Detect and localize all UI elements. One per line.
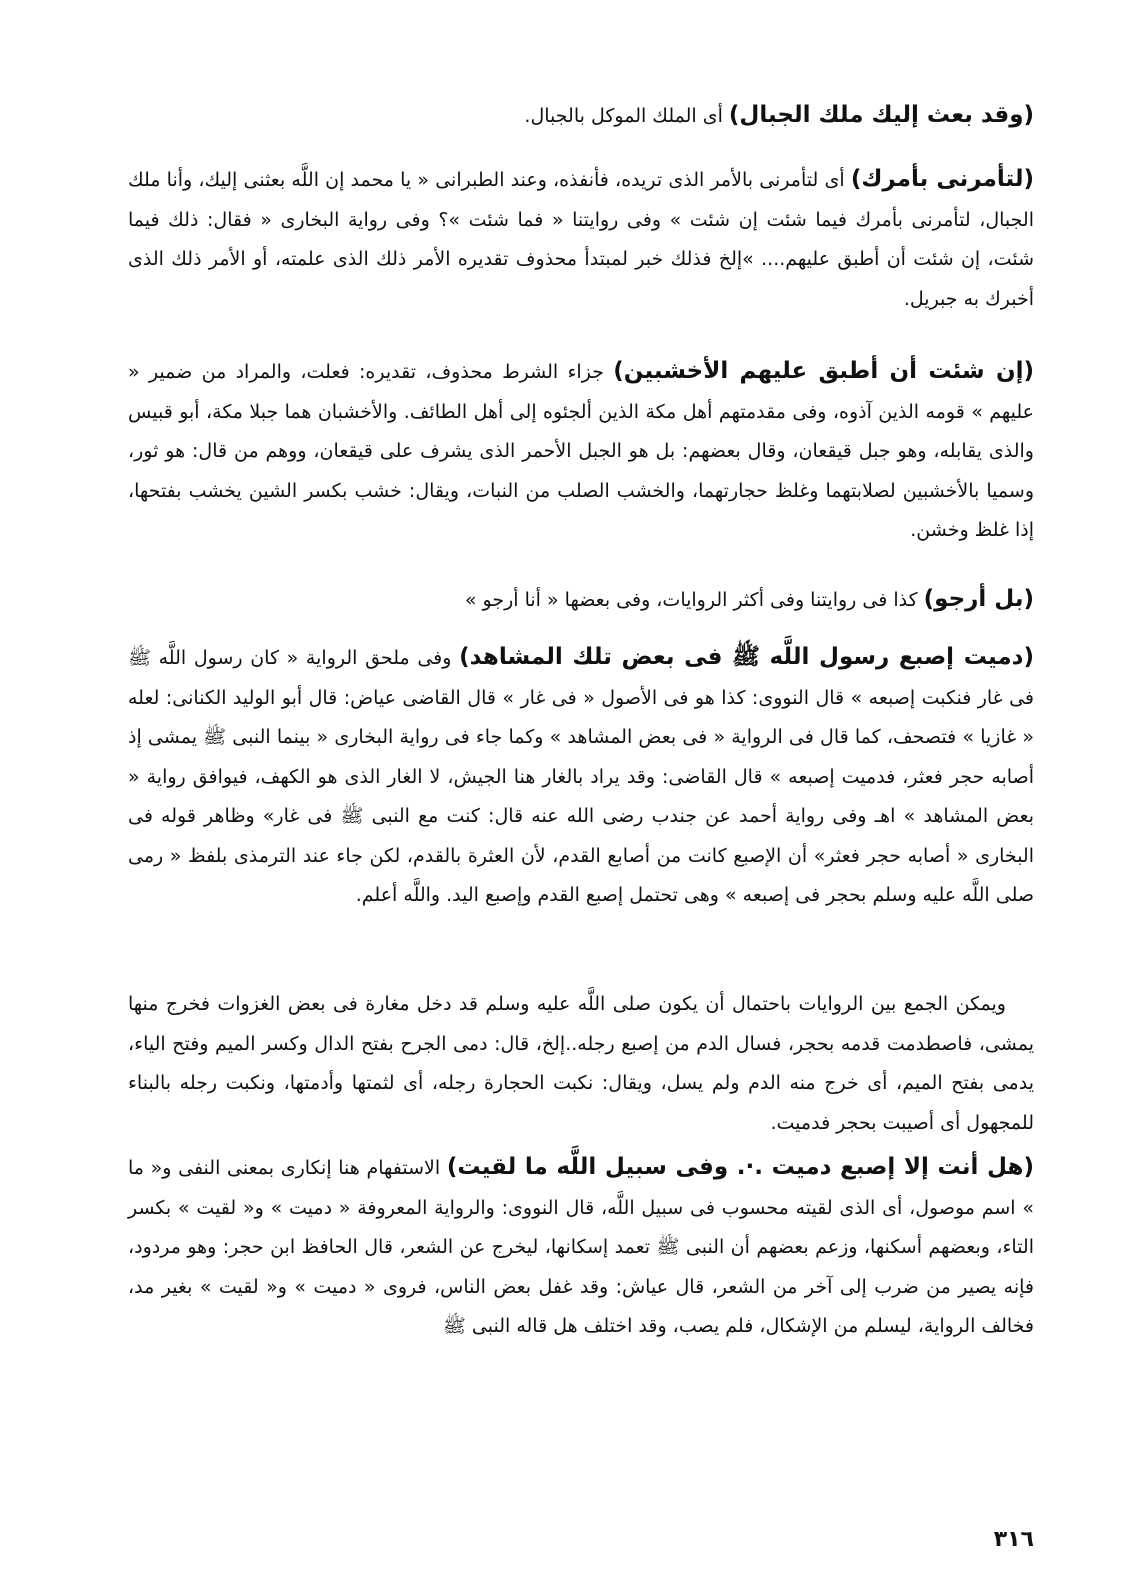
- commentary-text: كذا فى روايتنا وفى أكثر الروايات، وفى بعضها « أنا أرجو »: [464, 589, 924, 611]
- commentary-text: ويمكن الجمع بين الروايات باحتمال أن يكون صلى اللَّه عليه وسلم قد دخل مغارة فى بعض الغزوات فخرج منها يمشى، فاصطدمت قدمه بحجر، فسال الدم من إصبع رجله..إلخ، قال: دمى الجرح بفتح الدال وكسر الميم وفتح الياء، يدمى بفتح الميم، أى خرج منه الدم ولم يسل، ويقال: نكبت الحجارة رجله، أى لثمتها وأدمتها، ونكبت رجله بالبناء للمجهول أى أصيبت بحجر فدميت.: [128, 993, 1034, 1134]
- commentary-text: الاستفهام هنا إنكارى بمعنى النفى و« ما » اسم موصول، أى الذى لقيته محسوب فى سبيل اللَّه، قال النووى: والرواية المعروفة « دميت » و« لقيت » بكسر التاء، وبعضهم أسكنها، وزعم بعضهم أن النبى ﷺ تعمد إسكانها، ليخرج عن الشعر، قال الحافظ ابن حجر: وهو مردود، فإنه يصير من ضرب إلى آخر من الشعر، قال عياش: وقد غفل بعض الناس، فروى « دميت » و« لقيت » بغير مد، فخالف الرواية، ليسلم من الإشكال، فلم يصب، وقد اختلف هل قاله النبى ﷺ: [128, 1157, 1034, 1337]
- commentary-text: جزاء الشرط محذوف، تقديره: فعلت، والمراد من ضمير « عليهم » قومه الذين آذوه، وفى مقدمتهم أهل مكة الذين ألجئوه إلى أهل الطائف. والأخشبان هما جبلا مكة، أبو قبيس والذى يقابله، وهو جبل قيقعان، وقال بعضهم: بل هو الجبل الأحمر الذى يشرف على قيقعان، ووهم من قال: هو ثور، وسميا بالأخشبين لصلابتهما وغلظ حجارتهما، والخشب الصلب من النبات، ويقال: خشب بكسر الشين يخشب بفتحها، إذا غلظ وخشن.: [128, 361, 1034, 541]
- lemma-heading: (بل أرجو): [923, 586, 1034, 612]
- lemma-heading: (لتأمرنى بأمرك): [850, 166, 1034, 192]
- paragraph-1: [128, 96, 1034, 137]
- commentary-text: أى لتأمرنى بالأمر الذى تريده، فأنفذه، وعند الطبرانى « يا محمد إن اللَّه بعثنى إليك، وأنا ملك الجبال، لتأمرنى بأمرك فيما شئت إن شئت » وفى روايتنا « فما شئت »؟ وفى رواية البخارى « فقال: ذلك فيما شئت، إن شئت أن أطبق عليهم.... »إلخ فذلك خبر لمبتدأ محذوف تقديره الأمر ذلك الذى علمته، أو الأمر ذلك الذى أخبرك به جبريل.: [128, 169, 1034, 310]
- lemma-heading: (وقد بعث إليك ملك الجبال): [728, 102, 1034, 128]
- paragraph-4: [128, 580, 1034, 621]
- commentary-text: أى الملك الموكل بالجبال.: [524, 105, 729, 127]
- commentary-text: وفى ملحق الرواية « كان رسول اللَّه ﷺ فى غار فنكبت إصبعه » قال النووى: كذا هو فى الأصول « فى غار » قال القاضى عياض: قال أبو الوليد الكنانى: لعله « غازيا » فتصحف، كما قال فى الرواية « فى بعض المشاهد » وكما جاء فى رواية البخارى « بينما النبى ﷺ يمشى إذ أصابه حجر فعثر، فدميت إصبعه » قال القاضى: وقد يراد بالغار هنا الجيش، لا الغار الذى هو الكهف، فيوافق رواية « بعض المشاهد » اهـ وفى رواية أحمد عن جندب رضى الله عنه قال: كنت مع النبى ﷺ فى غار» وظاهر قوله فى البخارى « أصابه حجر فعثر» أن الإصبع كانت من أصابع القدم، لأن العثرة بالقدم، لكن جاء عند الترمذى بلفظ « رمى صلى اللَّه عليه وسلم بحجر فى إصبعه » وهى تحتمل إصبع القدم وإصبع اليد. واللَّه أعلم.: [128, 647, 1034, 906]
- lemma-heading: (هل أنت إلا إصبع دميت .·. وفى سبيل اللَّه ما لقيت): [446, 1154, 1034, 1180]
- paragraph-5: [128, 638, 1034, 916]
- lemma-heading: (إن شئت أن أطبق عليهم الأخشبين): [613, 358, 1034, 384]
- paragraph-3: [128, 352, 1034, 551]
- paragraph-7: [128, 1148, 1034, 1347]
- lemma-heading: (دميت إصبع رسول اللَّه ﷺ فى بعض تلك المشاهد): [459, 644, 1034, 670]
- page-number: ٣١٦: [993, 1527, 1034, 1552]
- paragraph-2: [128, 160, 1034, 319]
- paragraph-6: [128, 985, 1034, 1143]
